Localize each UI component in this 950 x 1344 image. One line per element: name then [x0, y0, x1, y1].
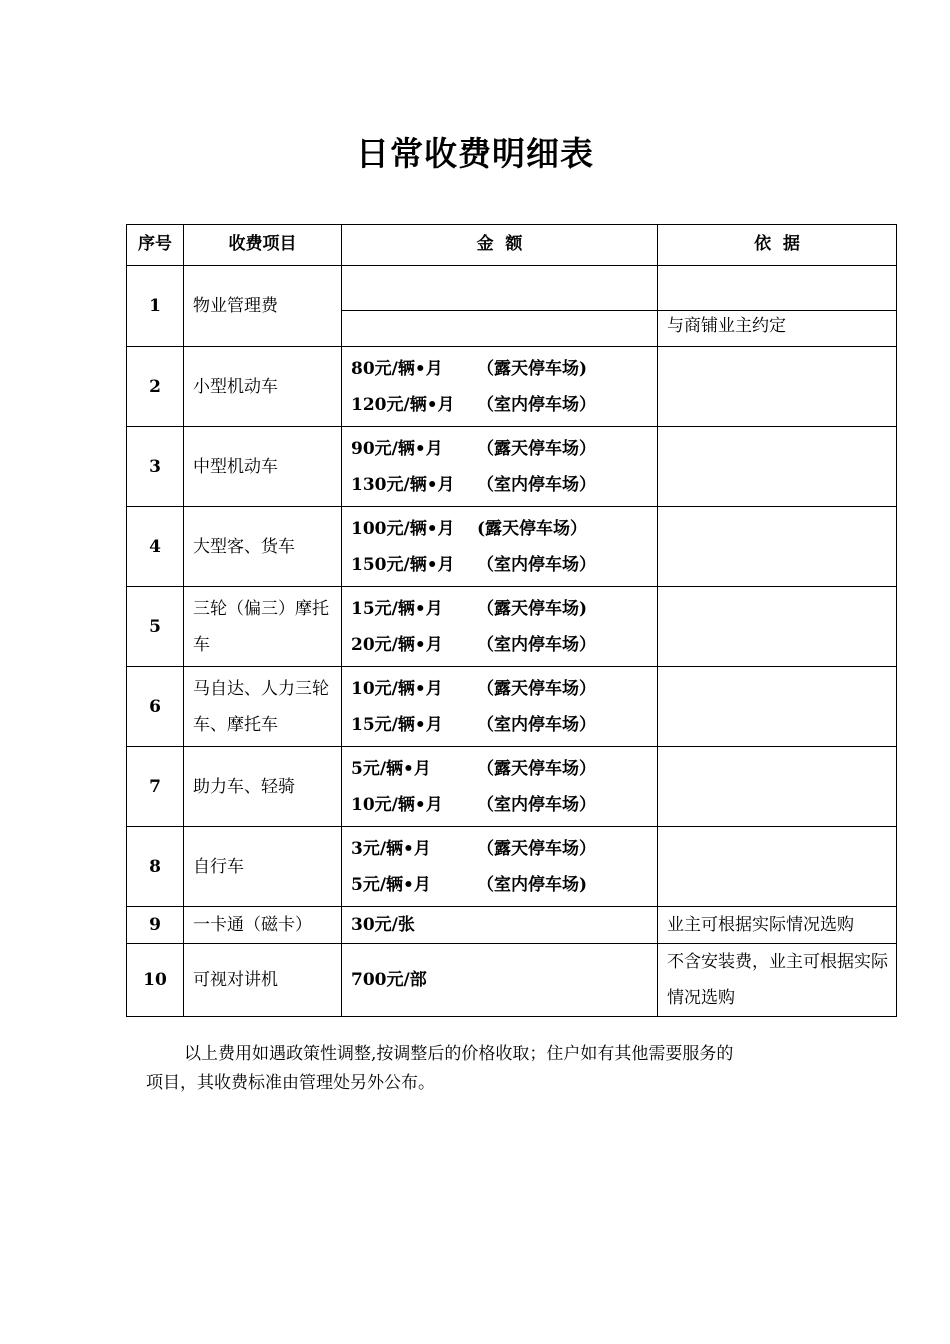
row-amount [342, 311, 658, 347]
header-amount: 金 额 [342, 225, 658, 266]
location: （露天停车场) [477, 358, 588, 379]
row-amount [342, 667, 658, 747]
row-amount [342, 266, 658, 311]
row-basis: 业主可根据实际情况选购 [658, 907, 897, 944]
row-number: 4 [127, 507, 184, 587]
row-number: 10 [127, 944, 184, 1017]
row-basis [658, 266, 897, 311]
row-number: 6 [127, 667, 184, 747]
row-item: 马自达、人力三轮车、摩托车 [184, 667, 342, 747]
location: （室内停车场） [477, 714, 596, 735]
row-basis [658, 827, 897, 907]
location: （室内停车场) [477, 874, 588, 895]
row-amount [342, 427, 658, 507]
price: 120元/辆•月 [351, 394, 455, 415]
price: 130元/辆•月 [351, 474, 455, 495]
row-amount: 700元/部 [342, 944, 658, 1017]
price: 10元/辆•月 [351, 794, 443, 815]
row-item: 三轮（偏三）摩托车 [184, 587, 342, 667]
row-basis [658, 427, 897, 507]
row-number: 2 [127, 347, 184, 427]
row-item: 自行车 [184, 827, 342, 907]
row-number: 9 [127, 907, 184, 944]
price: 15元/辆•月 [351, 714, 443, 735]
row-item: 一卡通（磁卡） [184, 907, 342, 944]
row-item: 助力车、轻骑 [184, 747, 342, 827]
row-amount [342, 747, 658, 827]
row-number: 3 [127, 427, 184, 507]
row-basis [658, 747, 897, 827]
row-amount [342, 507, 658, 587]
location: （露天停车场) [477, 598, 588, 619]
location: （室内停车场） [477, 554, 596, 575]
header-item: 收费项目 [184, 225, 342, 266]
row-basis: 不含安装费，业主可根据实际情况选购 [658, 944, 897, 1017]
table-row [127, 944, 897, 1017]
row-amount: 30元/张 [342, 907, 658, 944]
price: 90元/辆•月 [351, 438, 443, 459]
price: 5元/辆•月 [351, 874, 431, 895]
row-amount [342, 827, 658, 907]
price: 80元/辆•月 [351, 358, 443, 379]
row-basis [658, 587, 897, 667]
footnote [146, 1040, 826, 1098]
fee-table [126, 224, 897, 1017]
row-amount [342, 587, 658, 667]
page-title: 日常收费明细表 [356, 134, 594, 173]
table-header-row [127, 225, 897, 266]
price: 10元/辆•月 [351, 678, 443, 699]
row-basis: 与商铺业主约定 [658, 311, 897, 347]
price: 150元/辆•月 [351, 554, 455, 575]
row-number: 7 [127, 747, 184, 827]
location: （露天停车场） [477, 838, 596, 859]
price: 100元/辆•月 [351, 518, 455, 539]
row-amount [342, 347, 658, 427]
row-number: 8 [127, 827, 184, 907]
table-row [127, 347, 897, 427]
price: 5元/辆•月 [351, 758, 431, 779]
location: （露天停车场） [477, 678, 596, 699]
location: （露天停车场） [477, 438, 596, 459]
table-row [127, 427, 897, 507]
row-basis [658, 507, 897, 587]
table-row [127, 747, 897, 827]
table-row [127, 587, 897, 667]
price: 15元/辆•月 [351, 598, 443, 619]
table-row [127, 266, 897, 311]
row-item: 中型机动车 [184, 427, 342, 507]
table-row [127, 827, 897, 907]
price: 20元/辆•月 [351, 634, 443, 655]
location: （室内停车场） [477, 794, 596, 815]
table-row [127, 507, 897, 587]
footnote-line-1: 以上费用如遇政策性调整,按调整后的价格收取；住户如有其他需要服务的 [184, 1044, 734, 1064]
location: (露天停车场） [477, 518, 588, 539]
table-row [127, 907, 897, 944]
row-item: 物业管理费 [184, 266, 342, 347]
price: 3元/辆•月 [351, 838, 431, 859]
location: （室内停车场） [477, 634, 596, 655]
row-basis [658, 667, 897, 747]
header-no: 序号 [127, 225, 184, 266]
location: （室内停车场） [477, 474, 596, 495]
row-item: 可视对讲机 [184, 944, 342, 1017]
row-number: 5 [127, 587, 184, 667]
row-item: 大型客、货车 [184, 507, 342, 587]
footnote-line-2: 项目，其收费标准由管理处另外公布。 [146, 1073, 435, 1093]
location: （露天停车场） [477, 758, 596, 779]
row-item: 小型机动车 [184, 347, 342, 427]
row-number: 1 [127, 266, 184, 347]
header-basis: 依 据 [658, 225, 897, 266]
location: （室内停车场） [477, 394, 596, 415]
table-row [127, 667, 897, 747]
row-basis [658, 347, 897, 427]
